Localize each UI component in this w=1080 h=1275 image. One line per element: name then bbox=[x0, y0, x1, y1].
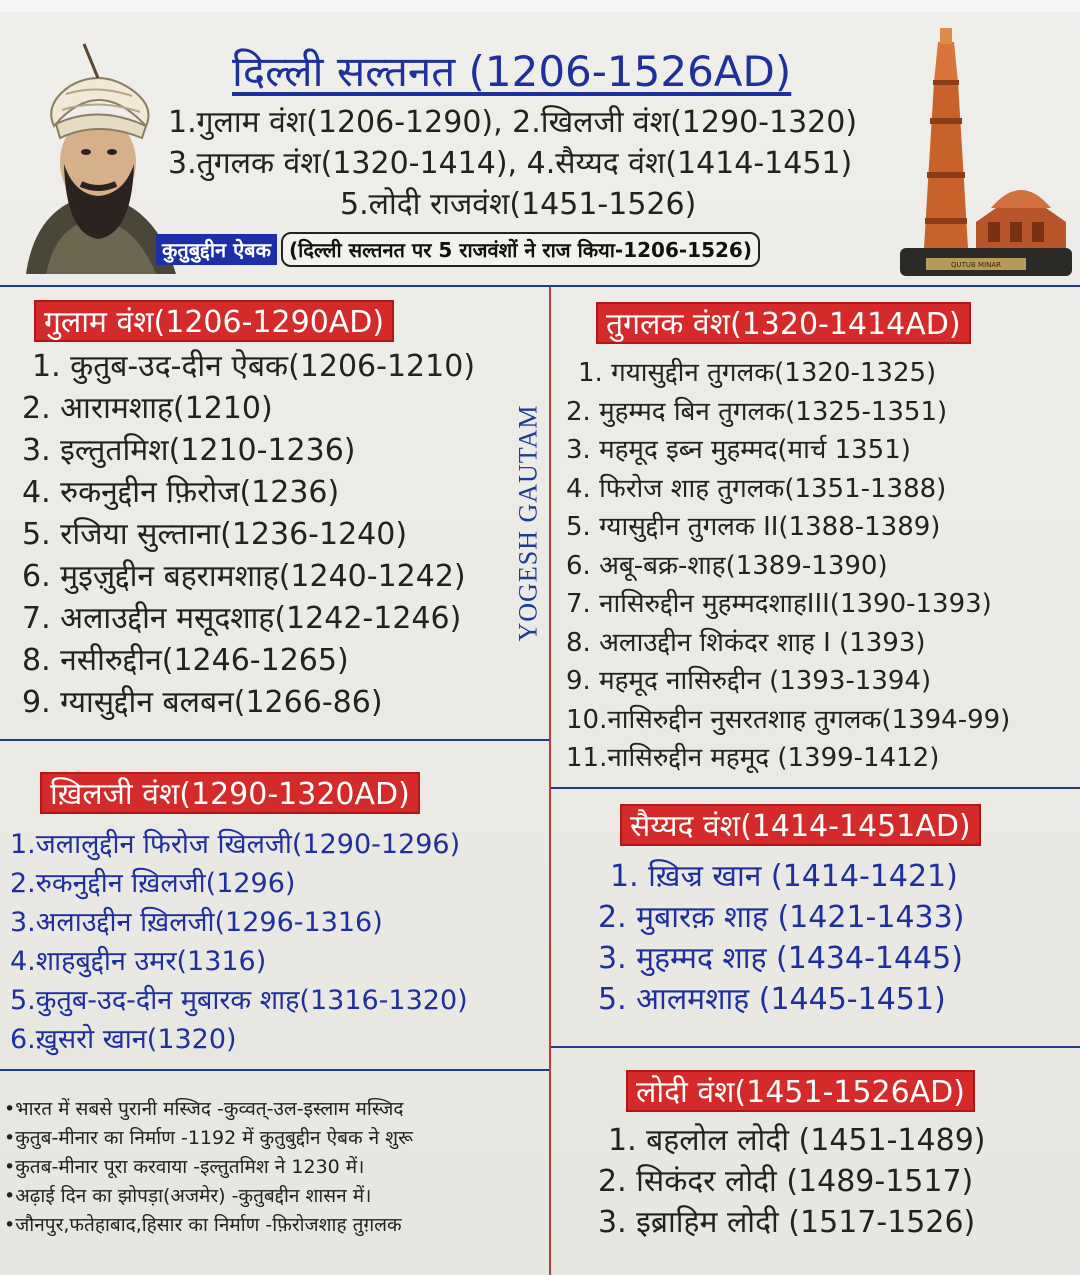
list-item: 6. मुइज़ुद्दीन बहरामशाह(1240-1242) bbox=[22, 559, 466, 594]
khilji-dynasty-heading: ख़िलजी वंश(1290-1320AD) bbox=[40, 772, 420, 814]
list-item: 2. सिकंदर लोदी (1489-1517) bbox=[598, 1164, 974, 1199]
dynasty-summary-line-1: 1.गुलाम वंश(1206-1290), 2.खिलजी वंश(1290-1320) bbox=[168, 105, 858, 140]
list-item: 9. ग्यासुद्दीन बलबन(1266-86) bbox=[22, 685, 383, 720]
list-item: 11.नासिरुद्दीन महमूद (1399-1412) bbox=[566, 743, 940, 773]
list-item: 3.अलाउद्दीन ख़िलजी(1296-1316) bbox=[10, 907, 383, 938]
sultanate-info-label: (दिल्ली सल्तनत पर 5 राजवंशों ने राज किया-1206-1526) bbox=[281, 232, 760, 267]
sayyid-rulers-list bbox=[598, 856, 964, 1020]
list-item: •कुतब-मीनार पूरा करवाया -इल्तुतमिश ने 1230 में। bbox=[4, 1156, 365, 1178]
list-item: 7. नासिरुद्दीन मुहम्मदशाहIII(1390-1393) bbox=[566, 589, 992, 619]
portrait-name-label: कुतुबुद्दीन ऐबक bbox=[156, 234, 277, 265]
header-divider bbox=[0, 285, 1080, 287]
list-item: 5. रजिया सुल्ताना(1236-1240) bbox=[22, 517, 408, 552]
list-item: 9. महमूद नासिरुद्दीन (1393-1394) bbox=[566, 666, 932, 696]
list-item: 4. फिरोज शाह तुगलक(1351-1388) bbox=[566, 473, 947, 504]
list-item: 5. ग्यासुद्दीन तुगलक II(1388-1389) bbox=[566, 512, 941, 542]
lodi-dynasty-heading: लोदी वंश(1451-1526AD) bbox=[626, 1070, 975, 1112]
list-item: 2.रुकनुद्दीन ख़िलजी(1296) bbox=[10, 868, 296, 899]
list-item: •कुतुब-मीनार का निर्माण -1192 में कुतुबुद्दीन ऐबक ने शुरू bbox=[4, 1127, 413, 1149]
list-item: 3. महमूद इब्न मुहम्मद(मार्च 1351) bbox=[566, 435, 911, 465]
list-item: 3. मुहम्मद शाह (1434-1445) bbox=[598, 941, 963, 976]
gulam-dynasty-heading: गुलाम वंश(1206-1290AD) bbox=[34, 300, 394, 342]
tuglak-dynasty-heading: तुगलक वंश(1320-1414AD) bbox=[596, 302, 971, 344]
list-item: 3. इब्राहिम लोदी (1517-1526) bbox=[598, 1205, 976, 1240]
list-item: 2. मुबारक़ शाह (1421-1433) bbox=[598, 900, 965, 935]
sayyid-dynasty-heading: सैय्यद वंश(1414-1451AD) bbox=[620, 804, 981, 846]
list-item: 10.नासिरुद्दीन नुसरतशाह तुगलक(1394-99) bbox=[566, 704, 1011, 735]
list-item: •जौनपुर,फतेहाबाद,हिसार का निर्माण -फ़िरोजशाह तुग़लक bbox=[4, 1214, 402, 1236]
list-item: 8. नसीरुद्दीन(1246-1265) bbox=[22, 643, 349, 678]
left-divider-1 bbox=[0, 739, 549, 741]
minar-plaque-text: QUTUB MINAR bbox=[950, 261, 1002, 269]
right-divider-2 bbox=[551, 1046, 1080, 1048]
list-item: 4.शाहबुद्दीन उमर(1316) bbox=[10, 946, 267, 977]
list-item: 1. बहलोल लोदी (1451-1489) bbox=[608, 1123, 986, 1158]
list-item: 2. मुहम्मद बिन तुगलक(1325-1351) bbox=[566, 396, 948, 427]
list-item: 3. इल्तुतमिश(1210-1236) bbox=[22, 433, 356, 468]
list-item: 4. रुकनुद्दीन फ़िरोज(1236) bbox=[22, 475, 340, 510]
dynasty-summary-line-3: 5.लोदी राजवंश(1451-1526) bbox=[340, 187, 697, 222]
list-item: 5.कुतुब-उद-दीन मुबारक शाह(1316-1320) bbox=[10, 985, 468, 1016]
tuglak-rulers-list bbox=[566, 354, 1010, 778]
list-item: 1. गयासुद्दीन तुगलक(1320-1325) bbox=[578, 358, 937, 388]
list-item: 1. कुतुब-उद-दीन ऐबक(1206-1210) bbox=[32, 349, 476, 384]
list-item: •भारत में सबसे पुरानी मस्जिद -कुव्वत्-उल-इस्लाम मस्जिद bbox=[4, 1098, 404, 1120]
author-watermark: YOGESH GAUTAM bbox=[513, 404, 543, 642]
list-item: 7. अलाउद्दीन मसूदशाह(1242-1246) bbox=[22, 601, 462, 636]
qutub-minar-illustration bbox=[896, 22, 1076, 284]
list-item: 1. ख़िज्र खान (1414-1421) bbox=[610, 859, 958, 894]
top-strip bbox=[0, 0, 1080, 12]
gulam-rulers-list bbox=[22, 346, 475, 724]
portrait-caption-banner bbox=[156, 232, 760, 266]
list-item: 6. अबू-बक्र-शाह(1389-1390) bbox=[566, 550, 888, 581]
khilji-rulers-list bbox=[10, 825, 468, 1059]
facts-list bbox=[4, 1095, 413, 1240]
list-item: 6.ख़ुसरो खान(1320) bbox=[10, 1024, 237, 1055]
right-divider-1 bbox=[551, 787, 1080, 789]
header bbox=[0, 14, 1080, 286]
page-title: दिल्ली सल्तनत (1206-1526AD) bbox=[232, 47, 792, 96]
list-item: 1.जलालुद्दीन फिरोज खिलजी(1290-1296) bbox=[10, 829, 461, 860]
list-item: •अढ़ाई दिन का झोपड़ा(अजमेर) -कुतुबद्दीन शासन में। bbox=[4, 1185, 372, 1207]
list-item: 5. आलमशाह (1445-1451) bbox=[598, 982, 946, 1017]
left-divider-2 bbox=[0, 1069, 549, 1071]
list-item: 2. आरामशाह(1210) bbox=[22, 391, 273, 426]
lodi-rulers-list bbox=[598, 1120, 985, 1243]
dynasty-summary-line-2: 3.तुगलक वंश(1320-1414), 4.सैय्यद वंश(1414-1451) bbox=[168, 146, 853, 181]
list-item: 8. अलाउद्दीन शिकंदर शाह I (1393) bbox=[566, 627, 926, 658]
column-divider bbox=[549, 287, 551, 1275]
